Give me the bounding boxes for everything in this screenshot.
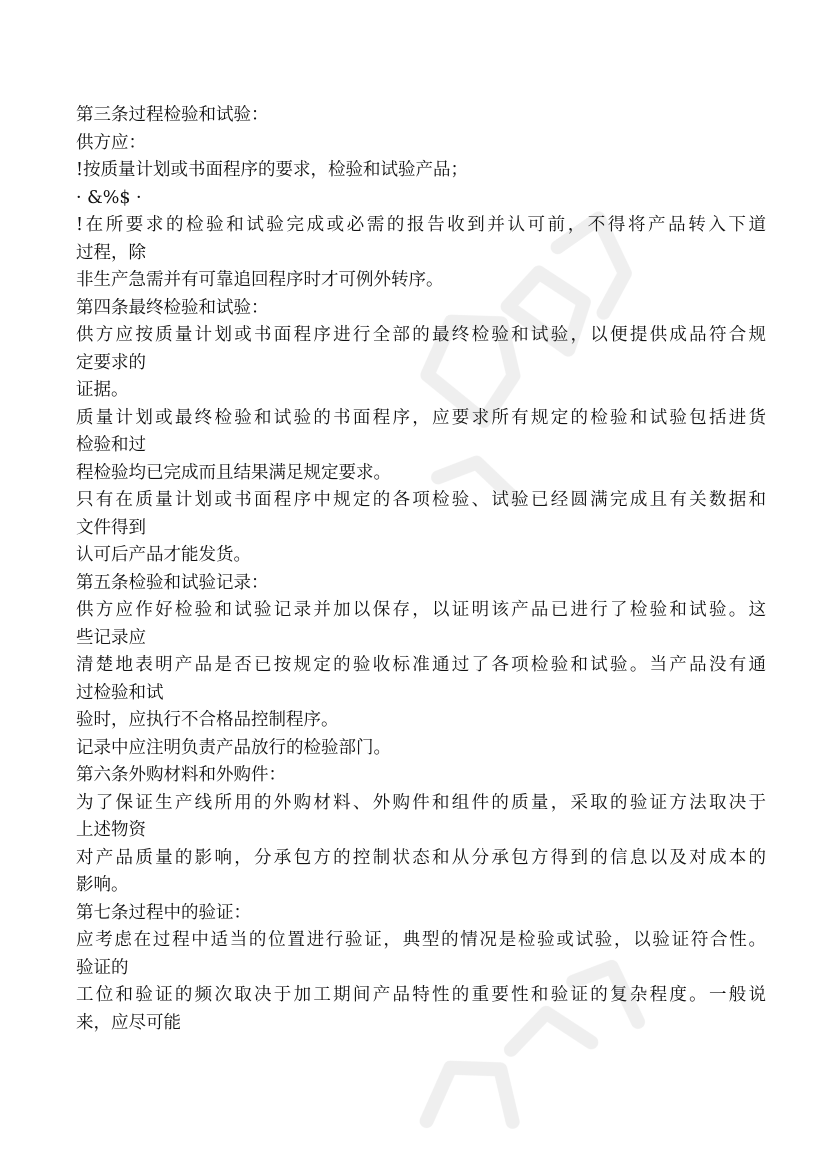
document-body	[76, 102, 766, 1037]
text-line: 清楚地表明产品是否已按规定的验收标准通过了各项检验和试验。当产品没有通	[76, 655, 766, 675]
text-line: 供方应：	[76, 132, 146, 153]
text-line: 过检验和试	[76, 682, 164, 703]
text-line: 为了保证生产线所用的外购材料、外购件和组件的质量，采取的验证方法取决于	[76, 792, 766, 813]
text-line: 供方应按质量计划或书面程序进行全部的最终检验和试验，以便提供成品符合规	[76, 325, 766, 345]
text-line: 认可后产品才能发货。	[76, 545, 251, 565]
text-line: 对产品质量的影响，分承包方的控制状态和从分承包方得到的信息以及对成本的	[76, 847, 766, 868]
heading-article-5: 第五条检验和试验记录：	[76, 572, 269, 593]
text-line: 工位和验证的频次取决于加工期间产品特性的重要性和验证的复杂程度。一般说	[76, 985, 766, 1005]
text-line: 只有在质量计划或书面程序中规定的各项检验、试验已经圆满完成且有关数据和	[76, 490, 766, 510]
text-line: 验证的	[76, 957, 129, 978]
text-line: 程检验均已完成而且结果满足规定要求。	[76, 462, 391, 483]
text-line: 非生产急需并有可靠追回程序时才可例外转序。	[76, 270, 444, 290]
text-line: 质量计划或最终检验和试验的书面程序，应要求所有规定的检验和试验包括进货	[76, 407, 766, 428]
text-line: 过程，除	[76, 242, 146, 263]
heading-article-7: 第七条过程中的验证：	[76, 902, 251, 923]
text-line: 检验和过	[76, 435, 146, 455]
text-line: !按质量计划或书面程序的要求，检验和试验产品；	[76, 160, 469, 180]
text-line: 来，应尽可能	[76, 1012, 181, 1033]
text-line: 验时，应执行不合格品控制程序。	[76, 710, 339, 730]
text-line: 文件得到	[76, 517, 146, 538]
text-line: 影响。	[76, 875, 129, 895]
text-line: 供方应作好检验和试验记录并加以保存，以证明该产品已进行了检验和试验。这	[76, 600, 766, 620]
text-line: 记录中应注明负责产品放行的检验部门。	[76, 737, 391, 758]
text-line: 定要求的	[76, 352, 146, 373]
text-line: 证据。	[76, 380, 129, 400]
text-line: 些记录应	[76, 627, 146, 648]
text-line: 上述物资	[76, 820, 146, 840]
heading-article-3: 第三条过程检验和试验：	[76, 105, 269, 125]
text-line: !在所要求的检验和试验完成或必需的报告收到并认可前，不得将产品转入下道	[76, 215, 766, 235]
text-line: 应考虑在过程中适当的位置进行验证，典型的情况是检验或试验，以验证符合性。	[76, 930, 766, 950]
bullet-line: · &%$ ·	[76, 187, 142, 208]
heading-article-4: 第四条最终检验和试验：	[76, 297, 269, 318]
heading-article-6: 第六条外购材料和外购件：	[76, 765, 286, 785]
